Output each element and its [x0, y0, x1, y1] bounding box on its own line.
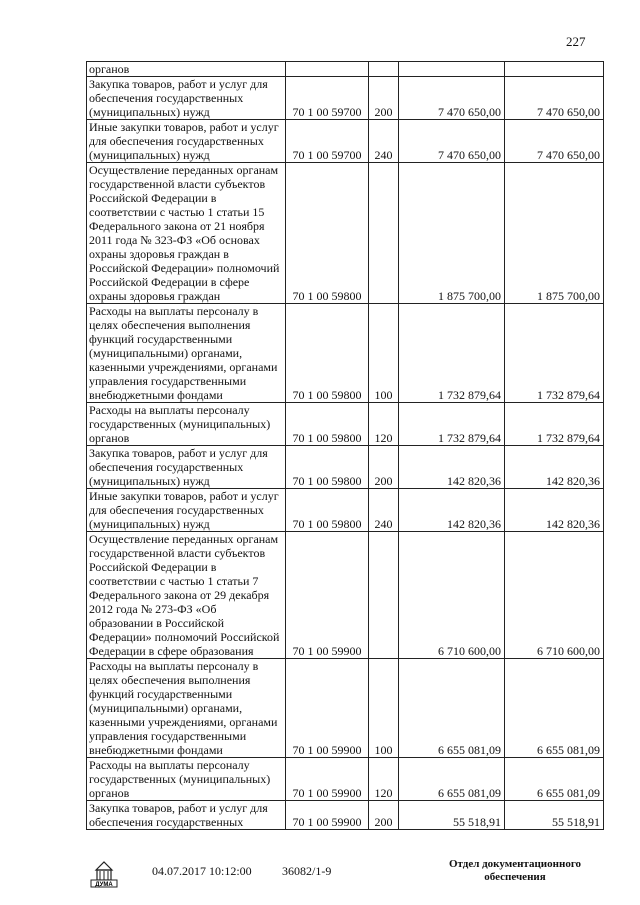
- table-row: [87, 659, 604, 758]
- row-name: Иные закупки товаров, работ и услуг для обеспечения государственных (муниципальных) нужд: [87, 120, 286, 163]
- budget-table-wrapper: [86, 61, 603, 830]
- row-value-1: 1 732 879,64: [399, 304, 505, 403]
- row-name: Закупка товаров, работ и услуг для обеспечения государственных: [87, 801, 286, 830]
- row-value-2: 55 518,91: [505, 801, 604, 830]
- footer-datetime: 04.07.2017 10:12:00: [152, 864, 252, 878]
- row-code: 70 1 00 59800: [286, 403, 369, 446]
- row-value-1: 6 655 081,09: [399, 758, 505, 801]
- row-value-2: 142 820,36: [505, 489, 604, 532]
- row-type: 100: [369, 304, 399, 403]
- row-name: Расходы на выплаты персоналу государственных (муниципальных) органов: [87, 758, 286, 801]
- row-value-2: 1 875 700,00: [505, 163, 604, 304]
- row-type: 120: [369, 758, 399, 801]
- page-footer: [0, 858, 640, 898]
- row-code: 70 1 00 59800: [286, 304, 369, 403]
- row-value-2: 6 655 081,09: [505, 659, 604, 758]
- row-name: Иные закупки товаров, работ и услуг для обеспечения государственных (муниципальных) нужд: [87, 489, 286, 532]
- row-name: Закупка товаров, работ и услуг для обеспечения государственных (муниципальных) нужд: [87, 446, 286, 489]
- row-value-2: 1 732 879,64: [505, 403, 604, 446]
- row-code: 70 1 00 59800: [286, 446, 369, 489]
- row-value-1: 6 710 600,00: [399, 532, 505, 659]
- row-code: [286, 62, 369, 77]
- row-name: Расходы на выплаты персоналу в целях обеспечения выполнения функций государственными (муниципальными) органами, казенными учреждениями, органами управления государственными внебюджетными фондами: [87, 659, 286, 758]
- row-name: Расходы на выплаты персоналу в целях обеспечения выполнения функций государственными (муниципальными) органами, казенными учреждениями, органами управления государственными внебюджетными фондами: [87, 304, 286, 403]
- row-value-1: 6 655 081,09: [399, 659, 505, 758]
- row-value-2: 7 470 650,00: [505, 77, 604, 120]
- row-code: 70 1 00 59800: [286, 163, 369, 304]
- row-value-1: 1 875 700,00: [399, 163, 505, 304]
- table-row: [87, 532, 604, 659]
- row-value-1: 142 820,36: [399, 446, 505, 489]
- row-type: 200: [369, 446, 399, 489]
- row-code: 70 1 00 59900: [286, 758, 369, 801]
- table-row: [87, 77, 604, 120]
- row-value-2: [505, 62, 604, 77]
- footer-department: Отдел документационного обеспечения: [448, 858, 582, 883]
- row-type: 200: [369, 77, 399, 120]
- row-name: Осуществление переданных органам государственной власти субъектов Российской Федерации в соответствии с частью 1 статьи 15 Федерального закона от 21 ноября 2011 года № 323-ФЗ «Об основах охраны здоровья граждан в Российской Федерации» полномочий Российской Федерации в сфере охраны здоровья граждан: [87, 163, 286, 304]
- page-number: 227: [566, 34, 586, 49]
- row-type: [369, 532, 399, 659]
- row-value-1: 142 820,36: [399, 489, 505, 532]
- row-value-1: 7 470 650,00: [399, 77, 505, 120]
- row-value-2: 1 732 879,64: [505, 304, 604, 403]
- row-name: Закупка товаров, работ и услуг для обеспечения государственных (муниципальных) нужд: [87, 77, 286, 120]
- budget-table: [86, 61, 604, 830]
- row-code: 70 1 00 59800: [286, 489, 369, 532]
- row-type: [369, 62, 399, 77]
- row-code: 70 1 00 59900: [286, 532, 369, 659]
- table-row: [87, 758, 604, 801]
- table-row: [87, 801, 604, 830]
- row-type: 240: [369, 120, 399, 163]
- table-row: [87, 120, 604, 163]
- row-code: 70 1 00 59700: [286, 120, 369, 163]
- row-value-1: [399, 62, 505, 77]
- row-value-2: 142 820,36: [505, 446, 604, 489]
- row-type: 240: [369, 489, 399, 532]
- table-row: [87, 446, 604, 489]
- table-row: [87, 304, 604, 403]
- row-type: 120: [369, 403, 399, 446]
- footer-doc-number: 36082/1-9: [282, 864, 332, 878]
- row-type: [369, 163, 399, 304]
- row-code: 70 1 00 59700: [286, 77, 369, 120]
- row-code: 70 1 00 59900: [286, 801, 369, 830]
- row-value-2: 7 470 650,00: [505, 120, 604, 163]
- row-code: 70 1 00 59900: [286, 659, 369, 758]
- table-row: [87, 62, 604, 77]
- table-row: [87, 163, 604, 304]
- logo-text: ДУМА: [95, 882, 113, 888]
- row-value-1: 1 732 879,64: [399, 403, 505, 446]
- row-name: органов: [87, 62, 286, 77]
- row-type: 200: [369, 801, 399, 830]
- row-type: 100: [369, 659, 399, 758]
- row-value-2: 6 655 081,09: [505, 758, 604, 801]
- table-row: [87, 489, 604, 532]
- duma-logo-icon: [87, 858, 121, 890]
- row-name: Осуществление переданных органам государственной власти субъектов Российской Федерации в соответствии с частью 1 статьи 7 Федерального закона от 29 декабря 2012 года № 273-ФЗ «Об образовании в Российской Федерации» полномочий Российской Федерации в сфере образования: [87, 532, 286, 659]
- table-row: [87, 403, 604, 446]
- row-name: Расходы на выплаты персоналу государственных (муниципальных) органов: [87, 403, 286, 446]
- row-value-1: 7 470 650,00: [399, 120, 505, 163]
- row-value-2: 6 710 600,00: [505, 532, 604, 659]
- row-value-1: 55 518,91: [399, 801, 505, 830]
